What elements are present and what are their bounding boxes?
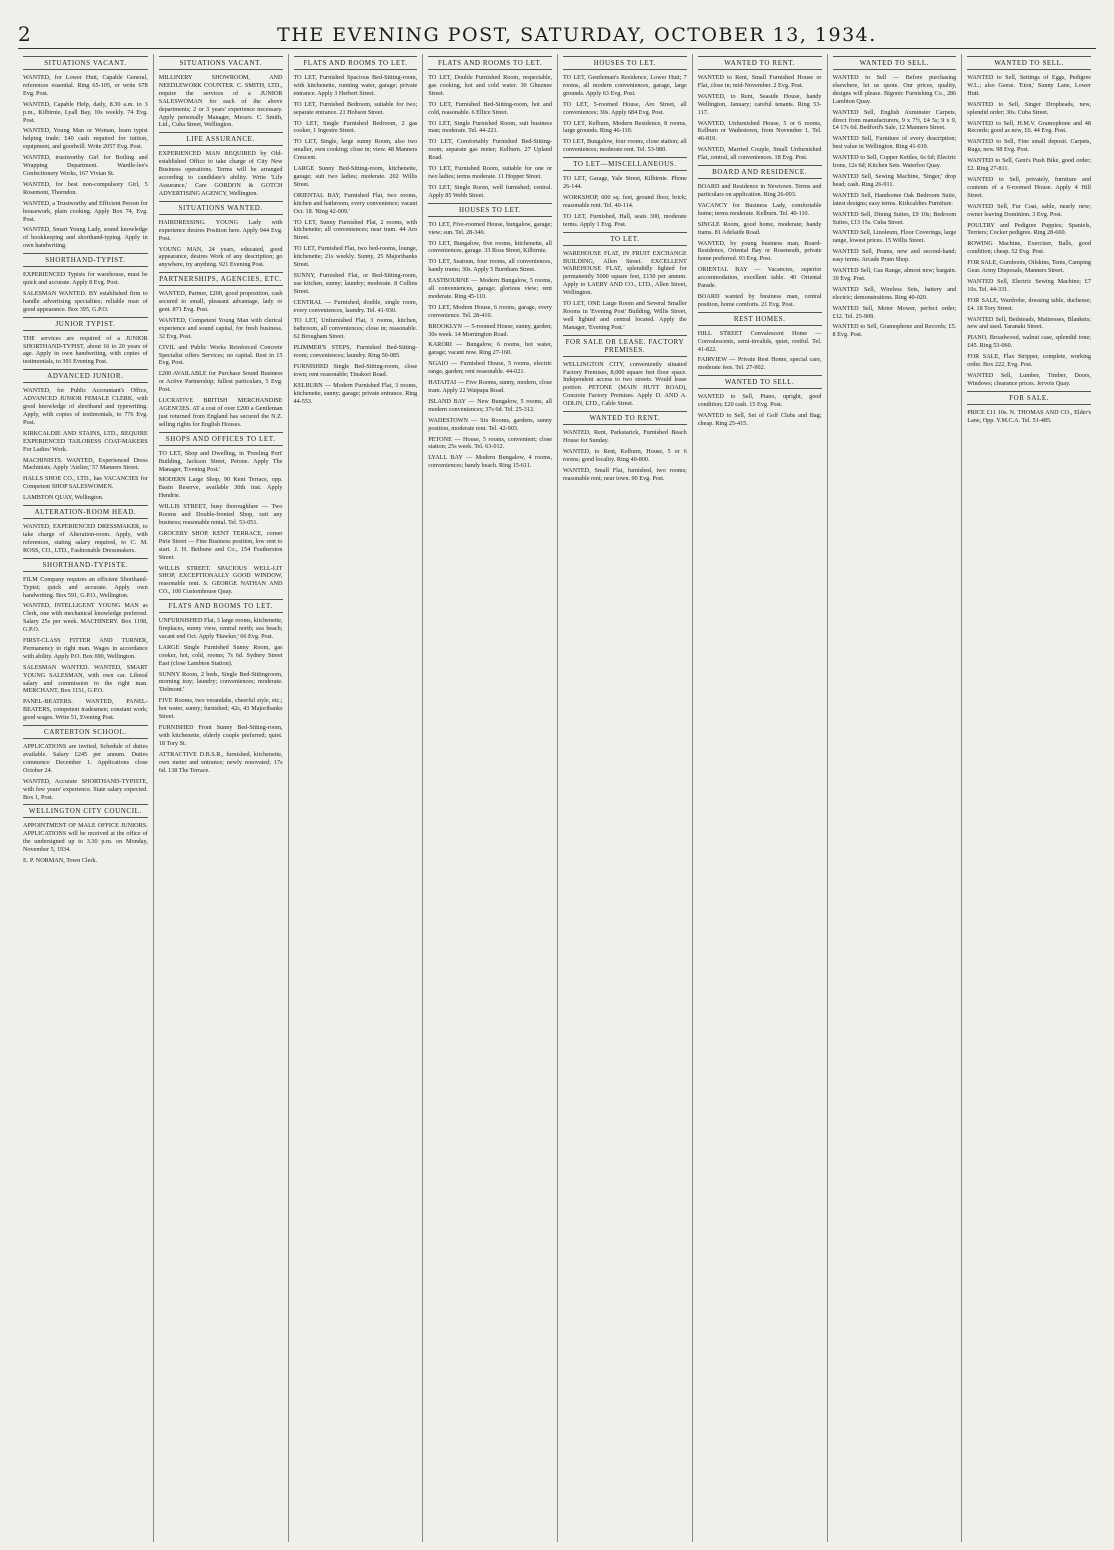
classified-ad: BOARD wanted by business man, central position, home comforts. 21 Evg. Post. bbox=[697, 292, 822, 308]
section-heading: WANTED TO SELL. bbox=[833, 56, 957, 70]
classified-ad: WANTED, Young Man or Woman, learn typist helping trade; £40 cash required for tuition, equipment, and goodwill. Write 2057 Evg. Post. bbox=[23, 127, 148, 151]
classified-ad: WANTED, EXPERIENCED DRESSMAKER, to take charge of Alteration-room. Apply, with references, stating salary required, to C. M. ROSS, CO., LTD., Fashionable Dressmakers. bbox=[23, 523, 148, 554]
classified-ad: WANTED to Sell, Copper Kettles, 6s 6d; Electric Irons, 12s 6d; Kitchen Sets. Waterloo Quay. bbox=[832, 154, 957, 170]
section-heading: HOUSES TO LET. bbox=[428, 203, 552, 217]
classified-ad: WANTED to Sell, Singer Dropheads, new, splendid order; 30s. Cuba Street. bbox=[967, 100, 1091, 116]
classified-ad: HATAITAI — Five Rooms, sunny, modern, close tram. Apply 22 Waipapa Road. bbox=[428, 379, 552, 394]
masthead-title: THE EVENING POST, SATURDAY, OCTOBER 13, 1934. bbox=[277, 24, 877, 46]
classified-ad: TO LET, Seatoun, four rooms, all conveniences, handy trams; 30s. Apply 5 Burnham Street. bbox=[428, 258, 552, 274]
classified-ad: POULTRY and Pedigree Puppies; Spaniels, Terriers; Cocker pedigree. Ring 28-660. bbox=[967, 221, 1091, 237]
section-heading: SITUATIONS VACANT. bbox=[159, 56, 283, 70]
classified-ad: FURNISHED Single Bed-Sitting-room, close town; rent reasonable; Tinakori Road. bbox=[293, 363, 418, 378]
classified-ad: TO LET, Single Room, well furnished; central. Apply 85 Webb Street. bbox=[428, 183, 552, 199]
classified-ad: ORIENTAL BAY — Vacancies, superior accommodation, excellent table. 40 Oriental Parade. bbox=[697, 266, 822, 290]
classified-ad: EASTBOURNE — Modern Bungalow, 5 rooms, all conveniences, garage; glorious view; rent moderate. Ring 45-110. bbox=[428, 277, 552, 300]
classified-ad: TO LET, Shop and Dwelling, in 'Freeling Port' Building, Jackson Street, Petone. Apply The Manager, 'Evening Post.' bbox=[158, 449, 283, 473]
classified-ad: SINGLE Room, good home, moderate; handy trams. 81 Adelaide Road. bbox=[697, 220, 822, 236]
classified-ad: CENTRAL — Furnished, double, single room, every conveniences, laundry. Tel. 41-930. bbox=[293, 298, 418, 314]
classified-ad: WANTED Sell, Lumber, Timber, Doors, Windows; clearance prices. Jervois Quay. bbox=[967, 372, 1091, 387]
classified-ad: WANTED, Accurate SHORTHAND-TYPISTE, with few years' experience. State salary expected. Box 1, Post. bbox=[23, 777, 148, 801]
section-heading: SITUATIONS WANTED. bbox=[159, 201, 283, 215]
classified-ad: TO LET, Double Furnished Room, respectable, gas cooking, hot and cold water. 30 Ghuznee Street. bbox=[428, 74, 552, 97]
classified-ad: FOR SALE, Flax Stripper, complete, working order. Box 222, Evg. Post. bbox=[967, 353, 1091, 369]
classified-ad: KELBURN — Modern Furnished Flat, 3 rooms, kitchenette, sunny; garage; private entrance. Ring 44-553. bbox=[293, 381, 418, 405]
classified-ad: EXPERIENCED MAN REQUIRED by Old-established Office to take charge of City New Business operations. Terms will be arranged according to candidate's ability. Write 'Life Assurance,' Care GORDON & GOTCH ADVERTISING AGENCY, Wellington. bbox=[158, 150, 283, 197]
classified-ad: WANTED to Sell, privately, furniture and contents of a 6-roomed House. Apply 4 Hill Street. bbox=[967, 175, 1091, 199]
column-4 bbox=[422, 54, 557, 1542]
classified-ad: HILL STREET Convalescent Home — Convalescents, semi-invalids, quiet, restful. Tel. 41-822. bbox=[697, 329, 822, 353]
classified-ad: WANTED to Sell, Fine small deposit. Carpets, Rugs; new. 98 Evg. Post. bbox=[967, 138, 1091, 154]
classified-ad: MILLINERY SHOWROOM, AND NEEDLEWORK COUNTER. C. SMITH, LTD., require the services of a JUNIOR SALESWOMAN for each of the above departments; 2 or 3 years' experience necessary. Apply personally Manager, Messrs. C. Smith, Ltd., Cuba Street, Wellington. bbox=[158, 74, 283, 129]
classified-ad: LYALL BAY — Modern Bungalow, 4 rooms, conveniences; handy beach. Ring 15-611. bbox=[428, 454, 552, 470]
section-heading: FOR SALE OR LEASE. FACTORY PREMISES. bbox=[563, 335, 687, 357]
classified-ad: UNFURNISHED Flat, 3 large rooms, kitchenette, fireplaces, sunny view, central north; sea beach; vacant end Oct. Apply 'Hawker,' 66 Evg. Post. bbox=[158, 617, 283, 640]
classified-ad: WANTED Sell, Electric Sewing Machine; £7 10s. Tel. 44-331. bbox=[967, 277, 1091, 293]
classified-ad: WANTED Sell, Bedsteads, Mattresses, Blankets; new and used. Taranaki Street. bbox=[967, 315, 1091, 331]
classified-ad: WANTED, Capable Help, daily, 8.30 a.m. to 3 p.m., Kilbirnie, Lyall Bay, 10s weekly. 74 Evg. Post. bbox=[23, 100, 148, 124]
classified-ad: WORKSHOP, 600 sq. feet, ground floor, brick; reasonable rent. Tel. 40-114. bbox=[563, 193, 687, 209]
classified-ad: PIANO, Broadwood, walnut case, splendid tone; £45. Ring 53-060. bbox=[967, 334, 1091, 350]
classified-ad: CIVIL and Public Works Reinforced Concrete Specialist offers Services; no capital. Rest in 15 Evg. Post. bbox=[158, 343, 283, 367]
section-heading: JUNIOR TYPIST. bbox=[23, 317, 148, 331]
section-heading: FLATS AND ROOMS TO LET. bbox=[159, 599, 283, 613]
column-1 bbox=[18, 54, 153, 1542]
classified-ad: ROWING Machine, Exerciser, Balls, good condition; cheap. 52 Evg. Post. bbox=[967, 240, 1091, 256]
classified-ad: FILM Company requires an efficient Shorthand-Typist; quick and accurate. Apply own handwriting. Box 591, G.P.O., Wellington. bbox=[23, 575, 148, 599]
classified-ad: SUNNY Room, 2 beds, Single Bed-Sittingroom, morning tray; laundry; conveniences; moderate. 'Delmont.' bbox=[158, 670, 283, 694]
section-heading: WANTED TO RENT. bbox=[563, 411, 687, 425]
classified-ad: LARGE Single Furnished Sunny Room, gas cooker, hot, cold, rooms; 7s 6d. Sydney Street East (close Lambton Station). bbox=[158, 643, 283, 667]
classified-ad: BROOKLYN — 5-roomed House, sunny, garden; 30s week. 14 Mornington Road. bbox=[428, 322, 552, 338]
section-heading: ADVANCED JUNIOR. bbox=[23, 369, 148, 383]
classified-ad: TO LET, Furnished Bedroom, suitable for two; separate entrance. 21 Hobson Street. bbox=[293, 100, 418, 116]
classified-ad: WANTED, trustworthy Girl for Boiling and Wrapping Department. Wardle-lee's Confectionery Works, 167 Vivian St. bbox=[23, 154, 148, 177]
classified-ad: WANTED Sell, Wireless Sets, battery and electric; demonstrations. Ring 40-020. bbox=[832, 285, 957, 301]
classified-ad: TO LET, Furnished Bed-Sitting-room, hot and cold, reasonable. 6 Ellice Street. bbox=[428, 100, 552, 116]
classified-ad: TO LET, Kelburn, Modern Residence, 8 rooms, large grounds. Ring 46-110. bbox=[563, 119, 687, 135]
section-heading: WANTED TO RENT. bbox=[698, 56, 822, 70]
classified-ad: TO LET, Bungalow, five rooms, kitchenette, all conveniences, garage. 33 Ross Street, Kilbirnie. bbox=[428, 239, 552, 255]
classified-ad: WANTED, for Public Accountant's Office, ADVANCED JUNIOR FEMALE CLERK, with good knowledge of shorthand and typewriting. Apply, with copies of testimonials, to 776 Evg. Post. bbox=[23, 387, 148, 426]
classified-ad: WANTED Sell, Dining Suites, £9 10s; Bedroom Suites, £13 15s. Cuba Street. bbox=[832, 210, 957, 226]
classified-ad: WELLINGTON CITY, conveniently situated Factory Premises, 8,000 square feet floor space. Independent access to two streets. Would lease portion. PETONE (MAIN HUTT ROAD), Concrete Factory Premises. Apply D. AND A. ODLIN, LTD., Cable Street. bbox=[563, 360, 687, 408]
classified-ad: PLIMMER'S STEPS, Furnished Bed-Sitting-room; conveniences; laundry. Ring 50-085. bbox=[293, 344, 418, 360]
section-heading: PARTNERSHIPS, AGENCIES, ETC. bbox=[159, 272, 283, 286]
section-heading: SHORTHAND-TYPISTE. bbox=[23, 558, 148, 572]
classified-ad: SALESMAN WANTED. WANTED, SMART YOUNG SALESMAN, with own car. Liberal salary and commission to the right man. MERCHANT, Box 1151, G.P.O. bbox=[23, 663, 148, 695]
column-8 bbox=[961, 54, 1096, 1542]
page-number: 2 bbox=[18, 22, 31, 46]
classified-ad: PANEL-BEATERS. WANTED, PANEL-BEATERS, competent tradesmen; constant work; good wages. Write 51, Evening Post. bbox=[23, 698, 148, 722]
classified-ad: TO LET, ONE Large Room and Several Smaller Rooms in 'Evening Post' Building, Willis Street, well lighted and central located. Apply the Manager, 'Evening Post.' bbox=[563, 300, 687, 331]
classified-ad: YOUNG MAN, 24 years, educated, good appearance, desires Work of any description; go anywhere, try anything. 921 Evening Post. bbox=[158, 245, 283, 269]
classified-ad: KARORI — Bungalow, 6 rooms, hot water, garage; vacant now. Ring 27-160. bbox=[428, 341, 552, 357]
section-heading: SHORTHAND-TYPIST. bbox=[23, 253, 148, 267]
classified-ad: TO LET, Single Furnished Room, suit business man; moderate. Tel. 44-221. bbox=[428, 119, 552, 135]
classified-ad: BOARD and Residence in Newtown. Terms and particulars on application. Ring 26-003. bbox=[697, 183, 822, 198]
classified-ad: APPOINTMENT OF MALE OFFICE JUNIORS. APPLICATIONS will be received at the office of the undersigned up to 3.30 p.m. on Monday, November 5, 1934. bbox=[23, 822, 148, 854]
classified-ad: TO LET, Unfurnished Flat, 3 rooms, kitchen, bathroom, all conveniences; close in; reasonable. 62 Brougham Street. bbox=[293, 317, 418, 341]
section-heading: ALTERATION-ROOM HEAD. bbox=[23, 505, 148, 519]
classified-ad: WANTED, Rent, Parkstarick, Furnished Beach House for Sunday. bbox=[563, 429, 687, 444]
section-heading: CARTERTON SCHOOL. bbox=[23, 725, 148, 739]
section-heading: FOR SALE. bbox=[967, 391, 1091, 405]
classified-ad: WANTED to Sell, Piano, upright, good condition; £20 cash. 15 Evg. Post. bbox=[697, 393, 822, 409]
classified-ad: WANTED, for Lower Hutt, Capable General, references essential. Ring 65-105, or write 678 Evg. Post. bbox=[23, 74, 148, 97]
classified-ad: MACHINISTS. WANTED, Experienced Dress Machinists. Apply 'Atelier,' 57 Manners Street. bbox=[23, 456, 148, 472]
classified-ad: TO LET, Bungalow, four rooms, close station; all conveniences; moderate rent. Tel. 53-980. bbox=[563, 138, 687, 154]
column-7 bbox=[827, 54, 962, 1542]
classified-ad: WANTED Sell, Fur Coat, sable, nearly new; owner leaving Dominion. 3 Evg. Post. bbox=[967, 202, 1091, 218]
classified-ad: WANTED, Married Couple, Small Unfurnished Flat, central, all conveniences. 18 Evg. Post. bbox=[697, 146, 822, 162]
classified-ad: HALLS SHOE CO., LTD., has VACANCIES for Competent SHOP SALESWOMEN. bbox=[23, 475, 148, 491]
masthead-rule bbox=[18, 48, 1096, 49]
classified-ad: WANTED Sell, Motor Mower, perfect order; £12. Tel. 25-909. bbox=[832, 304, 957, 320]
classified-ad: FIVE Rooms, two verandahs, cheerful style, etc.; hot water, sunny; furnished; 42s, 43 Majoribanks Street. bbox=[158, 697, 283, 721]
classified-ad: WANTED to Sell, Gramophone and Records; £5. 8 Evg. Post. bbox=[832, 323, 957, 339]
column-5 bbox=[557, 54, 692, 1542]
classified-ad: ATTRACTIVE D.B.S.R., furnished, kitchenette, own meter and entrance; newly renovated; 17s 6d. 138 The Terrace. bbox=[158, 750, 283, 774]
classified-ad: WANTED Sell, Handsome Oak Bedroom Suite, latest designs; easy terms. Kirkcaldies Furniture. bbox=[832, 191, 957, 207]
classified-ad: TO LET, Five-roomed House, bungalow, garage; view; sun. Tel. 28-340. bbox=[428, 220, 552, 236]
section-heading: FLATS AND ROOMS TO LET. bbox=[294, 56, 418, 70]
classified-ad: GROCERY SHOP. KENT TERRACE, corner Pirie Street — Fine Business position, low rent to start. J. H. Bethune and Co., 154 Featherston Street. bbox=[158, 529, 283, 561]
section-heading: HOUSES TO LET. bbox=[563, 56, 687, 70]
column-3 bbox=[288, 54, 423, 1542]
classified-ad: HAIRDRESSING. YOUNG Lady with experience desires Position here. Apply 944 Evg. Post. bbox=[158, 218, 283, 242]
classified-ad: TO LET, Gentleman's Residence, Lower Hutt; 7 rooms, all modern conveniences, garage, large grounds. Apply 63 Evg. Post. bbox=[563, 74, 687, 97]
classified-ad: ORIENTAL BAY, Furnished Flat, two rooms, kitchen and bathroom, every convenience; vacant Oct. 18. 'Ring 42-009.' bbox=[293, 191, 418, 215]
column-6 bbox=[692, 54, 827, 1542]
classified-ad: WANTED, Partner, £200, good proposition, cash secured to small, pleasant advantage, lady or gent. 871 Evg. Post. bbox=[158, 290, 283, 314]
classified-ad: EXPERIENCED Typists for warehouse, must be quick and accurate. Apply 8 Evg. Post. bbox=[23, 271, 148, 287]
classified-ad: WANTED, Small Flat, furnished, two rooms; reasonable rent; near town. 90 Evg. Post. bbox=[563, 466, 687, 482]
section-heading: LIFE ASSURANCE. bbox=[159, 132, 283, 146]
classified-ad: TO LET, Single Furnished Bedroom, 2 gas cooker, 1 Ingestre Street. bbox=[293, 119, 418, 135]
classified-ad: FIRST-CLASS FITTER AND TURNER, Permanency to right man. Wages in accordance with ability. Apply P.O. Box 690, Wellington. bbox=[23, 637, 148, 660]
classified-ad: TO LET, Furnished Flat, two bed-rooms, lounge, kitchenette; 21s weekly. Sunny, 25 Majoribanks Street. bbox=[293, 245, 418, 269]
classified-ad: FOR SALE, Wardrobe, dressing table, duchesse; £4. 18 Tory Street. bbox=[967, 296, 1091, 312]
classified-ad: TO LET, Comfortably Furnished Bed-Sitting-room; separate gas meter; Kelburn. 27 Upland Road. bbox=[428, 138, 552, 162]
classified-ad: WANTED Sell, Gas Range, almost new; bargain. 39 Evg. Post. bbox=[832, 267, 957, 282]
classified-ad: VACANCY for Business Lady, comfortable home; terms moderate. Kelburn. Tel. 40-110. bbox=[697, 201, 822, 217]
section-heading: WANTED TO SELL. bbox=[698, 375, 822, 389]
section-heading: WELLINGTON CITY COUNCIL. bbox=[23, 804, 148, 818]
classified-ad: WANTED to Sell, H.M.V. Gramophone and 48 Records; good as new, £6. 44 Evg. Post. bbox=[967, 119, 1091, 135]
classified-ad: WANTED to Sell — Before purchasing elsewhere, let us quote. Our prices, quality, designs will please. Bigonic Furnishing Co., 286 Lambton Quay. bbox=[832, 74, 957, 105]
classified-ad: LARGE Sunny Bed-Sitting-room, kitchenette, garage; suit two ladies; moderate. 202 Willis Street. bbox=[293, 165, 418, 188]
section-heading: REST HOMES. bbox=[698, 312, 822, 326]
classified-ad: LAMBTON QUAY, Wellington. bbox=[23, 494, 104, 502]
classified-ad: E. P. NORMAN, Town Clerk. bbox=[23, 857, 98, 865]
classified-ad: MODERN Large Shop, 90 Kent Terrace, opp. Basin Reserve, available 30th inst. Apply Hendrie. bbox=[158, 476, 283, 500]
section-heading: TO LET. bbox=[563, 232, 687, 246]
classified-ad: SUNNY, Furnished Flat, or Bed-Sitting-room, use kitchen, sunny; laundry; moderate. 8 Collins Street. bbox=[293, 271, 418, 295]
classified-ad: TO LET, Sunny Furnished Flat, 2 rooms, with kitchenette; all conveniences; near tram. 44 Aro Street. bbox=[293, 218, 418, 242]
classified-ad: WANTED Sell, English Axminster Carpets, direct from manufacturers, 9 x 7½, £4 5s; 9 x 9, £4 17s 6d. Bedford's Sale, 12 Manners Street. bbox=[832, 108, 957, 132]
classified-ad: TO LET, Garage, Yale Street, Kilbirnie. Phone 26-144. bbox=[563, 175, 687, 191]
classified-ad: WANTED to Sell, Set of Golf Clubs and Bag; cheap. Ring 25-415. bbox=[697, 412, 822, 427]
classified-ad: WANTED Sell, Sewing Machine, 'Singer,' drop head; cash. Ring 26-911. bbox=[832, 172, 957, 188]
classified-ad: WANTED Sell, Linoleum, Floor Coverings, large range, lowest prices. 15 Willis Street. bbox=[832, 229, 957, 245]
classified-ad: PETONE — House, 5 rooms, convenient; close station; 25s week. Tel. 63-012. bbox=[428, 435, 552, 451]
classified-columns bbox=[18, 54, 1096, 1542]
section-heading: SHOPS AND OFFICES TO LET. bbox=[159, 432, 283, 446]
classified-ad: TO LET, Furnished Room, suitable for one or two ladies; terms moderate. 11 Hopper Street. bbox=[428, 165, 552, 180]
section-heading: WANTED TO SELL. bbox=[967, 56, 1091, 70]
classified-ad: WANTED, to Rent, Kelburn, House, 5 or 6 rooms; good locality. Ring 40-800. bbox=[563, 447, 687, 463]
classified-ad: TO LET, Single, large sunny Room, also two smaller, own cooking; close in; view. 48 Manners Crescent. bbox=[293, 138, 418, 162]
classified-ad: NGAIO — Furnished House, 5 rooms, electric range, garden; rent reasonable. 44-021. bbox=[428, 360, 552, 376]
classified-ad: WANTED Sell, Prams, new and second-hand; easy terms. Arcade Pram Shop. bbox=[832, 248, 957, 264]
classified-ad: £200 AVAILABLE for Purchase Sound Business or Active Partnership; fullest particulars, 5 Evg. Post. bbox=[158, 370, 283, 394]
classified-ad: WANTED to Rent, Small Furnished House or Flat, close in; mid-November. 2 Evg. Post. bbox=[697, 74, 822, 89]
classified-ad: WANTED, INTELLIGENT YOUNG MAN as Clerk, one with mechanical knowledge preferred. Salary 25s per week. MACHINERY. Box 1198, G.P.O. bbox=[23, 602, 148, 634]
classified-ad: WANTED Sell, Furniture of every description; best value in Wellington. Ring 41-019. bbox=[832, 135, 957, 151]
classified-ad: APPLICATIONS are invited, Schedule of duties available. Salary £245 per annum. Duties commence December 1. Applications close October 24. bbox=[23, 743, 148, 774]
masthead bbox=[18, 22, 1096, 44]
section-heading: FLATS AND ROOMS TO LET. bbox=[428, 56, 552, 70]
classified-ad: SALESMAN WANTED. BY established firm to handle advertising specialties; reliable man of good appearance. Box 395, G.P.O. bbox=[23, 289, 148, 313]
classified-ad: WANTED, Smart Young Lady, sound knowledge of bookkeeping and shorthand-typing. Apply in own handwriting. bbox=[23, 226, 148, 250]
classified-ad: WADESTOWN — Six Rooms, gardens, sunny position, moderate rent. Tel. 42-903. bbox=[428, 416, 552, 432]
classified-ad: TO LET, Modern House, 6 rooms, garage, every convenience. Tel. 28-410. bbox=[428, 303, 552, 319]
classified-ad: WANTED, to Rent, Seaside House, handy Wellington, January; careful tenants. Ring 53-117. bbox=[697, 92, 822, 116]
classified-ad: THE services are required of a JUNIOR SHORTHAND-TYPIST, about 16 to 20 years of age. Apply in own handwriting, with copies of testimonials, to 391 Evening Post. bbox=[23, 334, 148, 366]
classified-ad: WANTED, for best non-compulsory Girl, 5 Rosemont, Thorndon. bbox=[23, 180, 148, 196]
section-heading: SITUATIONS VACANT. bbox=[23, 56, 148, 70]
classified-ad: FURNISHED Front Sunny Bed-Sitting-room, with kitchenette, elderly couple preferred; quiet. 18 Tory St. bbox=[158, 724, 283, 747]
column-2 bbox=[153, 54, 288, 1542]
classified-ad: KIRKCALDIE AND STAINS, LTD., REQUIRE EXPERIENCED TAILORESS COAT-MAKERS For Ladies' Work. bbox=[23, 429, 148, 453]
classified-ad: WILLIS STREET, busy thoroughfare — Two Rooms and Double-fronted Shop, suit any business; reasonable rental. Tel. 53-051. bbox=[158, 503, 283, 526]
classified-ad: TO LET, Furnished Spacious Bed-Sitting-room, with kitchenette, running water, garage; private entrance. Apply 3 Herbert Street. bbox=[293, 74, 418, 97]
classified-ad: WANTED, a Trustworthy and Efficient Person for housework, plain cooking. Apply Box 74, Evg. Post. bbox=[23, 199, 148, 223]
classified-ad: WANTED to Sell, Gent's Push Bike, good order; £2. Ring 27-811. bbox=[967, 157, 1091, 173]
classified-ad: WANTED, Unfurnished House, 5 or 6 rooms, Kelburn or Wadestown, from November 1. Tel. 46-810. bbox=[697, 119, 822, 143]
section-heading: BOARD AND RESIDENCE. bbox=[698, 165, 822, 179]
classified-ad: FAIRVIEW — Private Rest Home, special care, moderate fees. Tel. 27-902. bbox=[697, 356, 822, 372]
classified-ad: WANTED, Competent Young Man with clerical experience and sound capital, for fresh business. 32 Evg. Post. bbox=[158, 316, 283, 340]
classified-ad: LUCRATIVE BRITISH MERCHANDISE AGENCIES. AT a cost of over £200 a Gentleman just returned from England has secured the N.Z. selling rights for English Houses. bbox=[158, 397, 283, 428]
classified-ad: WAREHOUSE FLAT, IN FRUIT EXCHANGE BUILDING, Allen Street. EXCELLENT WAREHOUSE FLAT, splendidly lighted for permanently 5000 square feet, £150 per annum. Apply to LAERY AND CO., LTD., Allen Street, Wellington. bbox=[563, 249, 687, 297]
classified-ad: WANTED to Sell, Settings of Eggs, Pedigree W.L.; also Geese. 'Eton,' Sunny Lane, Lower Hutt. bbox=[967, 74, 1091, 97]
section-heading: TO LET—MISCELLANEOUS. bbox=[563, 157, 687, 171]
classified-ad: WILLIS STREET. SPACIOUS WELL-LIT SHOP, EXCEPTIONALLY GOOD WINDOW, reasonable rent. S. GEORGE NATHAN AND CO., 100 Customhouse Quay. bbox=[158, 564, 283, 596]
classified-ad: PRICE £11 10s. N. THOMAS AND CO., Elder's Lane, Opp. Y.M.C.A. Tel. 51-485. bbox=[967, 408, 1091, 424]
classified-ad: TO LET, Furnished, Hall, seats 300, moderate terms. Apply 1 Evg. Post. bbox=[563, 212, 687, 228]
classified-ad: ISLAND BAY — New Bungalow, 5 rooms, all modern conveniences; 37s 6d. Tel. 25-312. bbox=[428, 397, 552, 413]
classified-ad: TO LET, 5-roomed House, Aro Street, all conveniences; 30s. Apply 684 Evg. Post. bbox=[563, 100, 687, 116]
classified-ad: FOR SALE, Gumboots, Oilskins, Tents, Camping Gear. Army Disposals, Manners Street. bbox=[967, 259, 1091, 275]
classified-ad: WANTED, by young business man, Board-Residence, Oriental Bay or Roseneath, private home preferred. 93 Evg. Post. bbox=[697, 239, 822, 263]
